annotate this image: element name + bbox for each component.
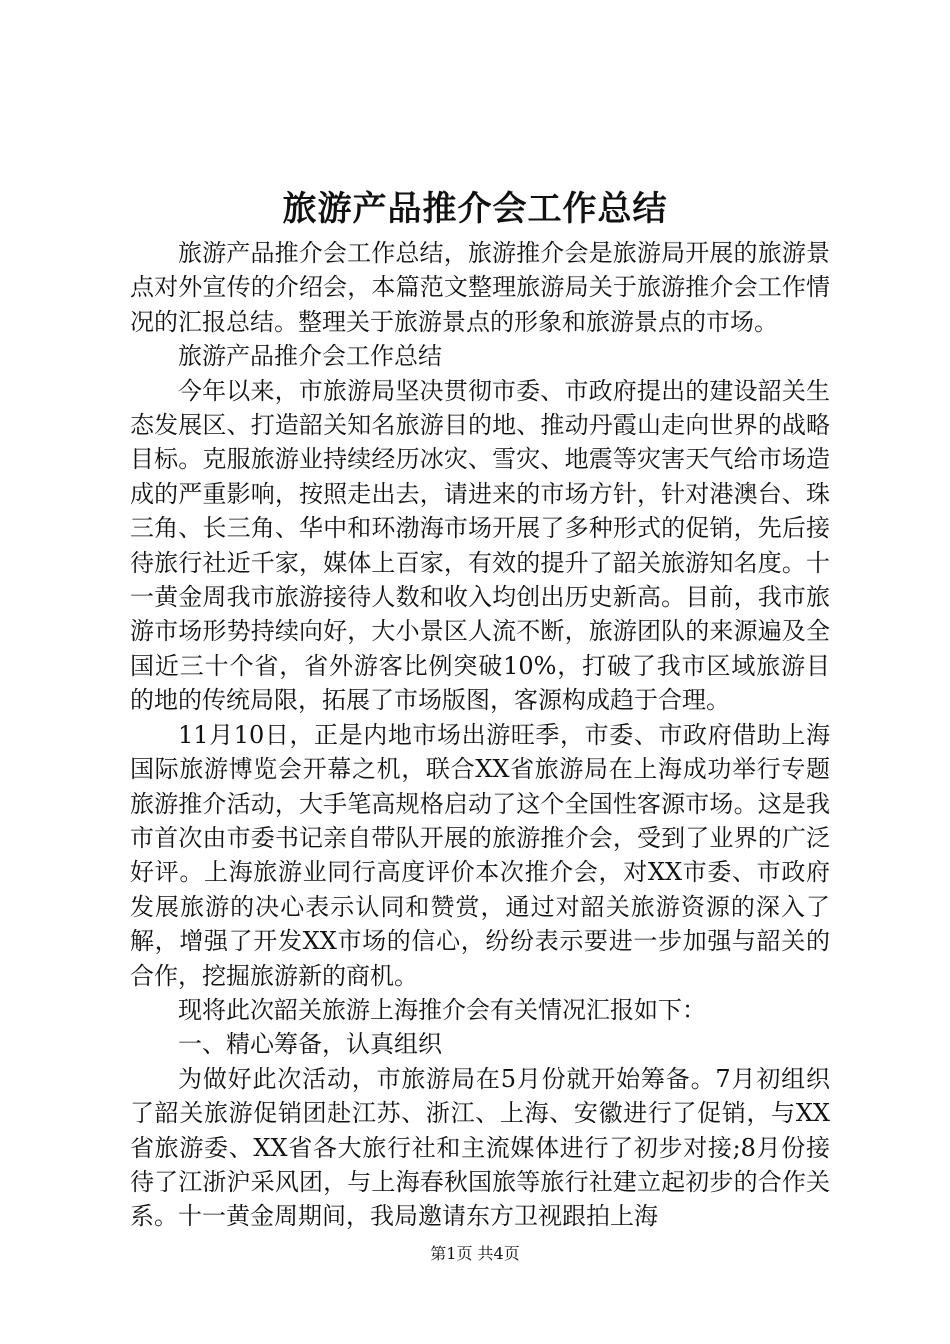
paragraph-subtitle: 旅游产品推介会工作总结 <box>178 342 442 371</box>
paragraph-intro: 旅游产品推介会工作总结，旅游推介会是旅游局开展的旅游景点对外宣传的介绍会，本篇范文整理旅游局关于旅游推介会工作情况的汇报总结。整理关于旅游景点的形象和旅游景点的市场。 <box>130 239 830 336</box>
paragraph-event: 11月10日，正是内地市场出游旺季，市委、市政府借助上海国际旅游博览会开幕之机，联合XX省旅游局在上海成功举行专题旅游推介活动，大手笔高规格启动了这个全国性客源市场。这是我市首次由市委书记亲自带队开展的旅游推介会，受到了业界的广泛好评。上海旅游业同行高度评价本次推介会，对XX市委、市政府发展旅游的决心表示认同和赞赏，通过对韶关旅游资源的深入了解，增强了开发XX市场的信心，纷纷表示要进一步加强与韶关的合作，挖掘旅游新的商机。 <box>130 720 830 990</box>
paragraph-preparation: 为做好此次活动，市旅游局在5月份就开始筹备。7月初组织了韶关旅游促销团赴江苏、浙江、上海、安徽进行了促销，与XX省旅游委、XX省各大旅行社和主流媒体进行了初步对接;8月份接待了江浙沪采风团，与上海春秋国旅等旅行社建立起初步的合作关系。十一黄金周期间，我局邀请东方卫视跟拍上海 <box>130 1064 830 1231</box>
page-number: 第1页 共4页 <box>430 1244 520 1263</box>
section-heading-1: 一、精心筹备，认真组织 <box>178 1030 442 1059</box>
paragraph-overview: 今年以来，市旅游局坚决贯彻市委、市政府提出的建设韶关生态发展区、打造韶关知名旅游目的地、推动丹霞山走向世界的战略目标。克服旅游业持续经历冰灾、雪灾、地震等灾害天气给市场造成的严重影响，按照走出去，请进来的市场方针，针对港澳台、珠三角、长三角、华中和环渤海市场开展了多种形式的促销，先后接待旅行社近千家，媒体上百家，有效的提升了韶关旅游知名度。十一黄金周我市旅游接待人数和收入均创出历史新高。目前，我市旅游市场形势持续向好，大小景区人流不断，旅游团队的来源遍及全国近三十个省，省外游客比例突破10%，打破了我市区域旅游目的地的传统局限，拓展了市场版图，客源构成趋于合理。 <box>130 376 830 715</box>
document-title: 旅游产品推介会工作总结 <box>282 189 668 229</box>
document-body <box>130 236 830 1234</box>
paragraph-report-lead: 现将此次韶关旅游上海推介会有关情况汇报如下： <box>178 995 706 1024</box>
